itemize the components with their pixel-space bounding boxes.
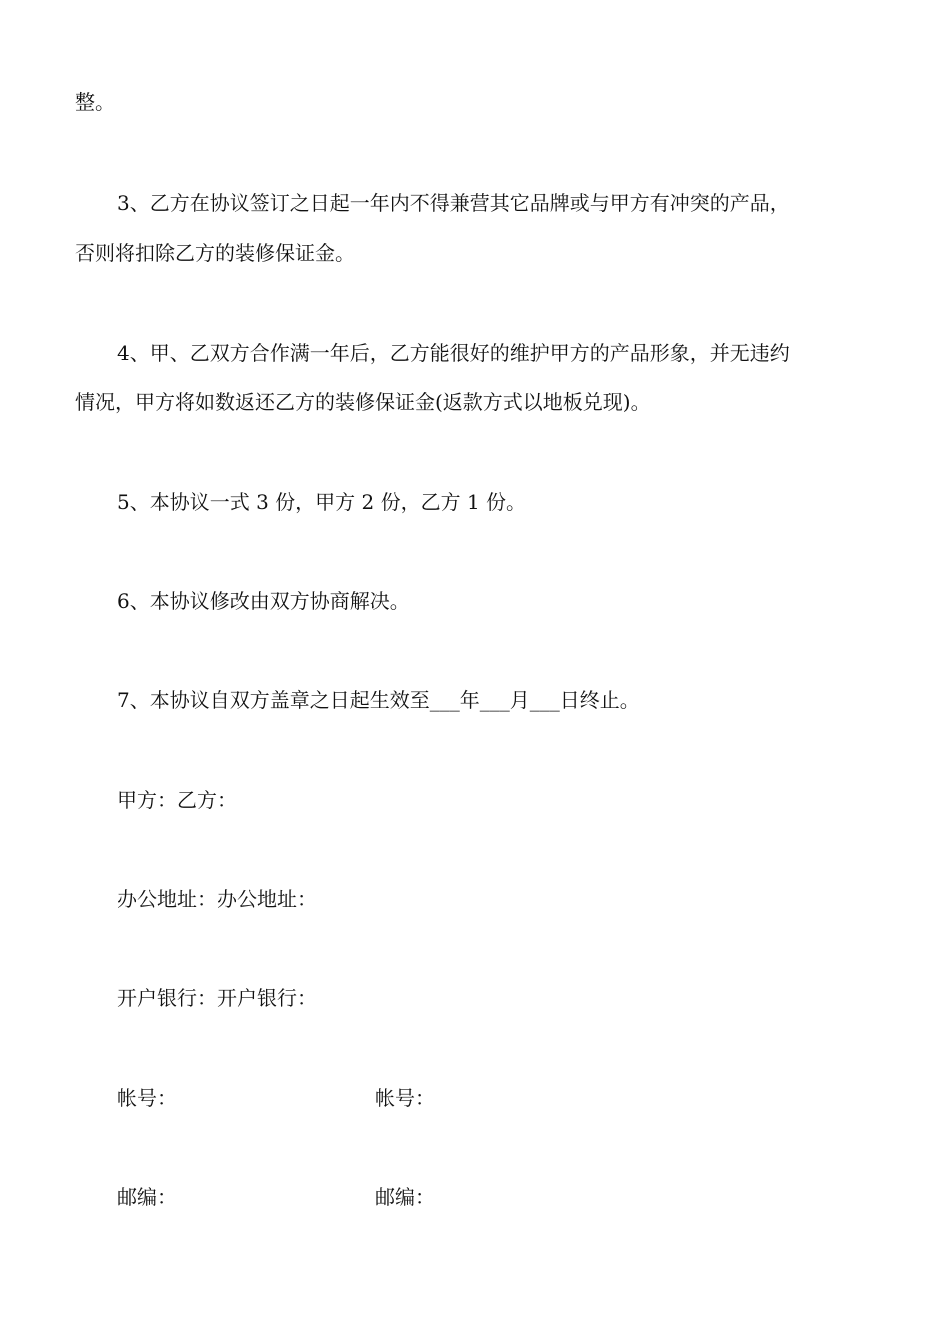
clause-3-line-1: 3、乙方在协议签订之日起一年内不得兼营其它品牌或与甲方有冲突的产品， [117, 191, 790, 215]
clause-7: 7、本协议自双方盖章之日起生效至___年___月___日终止。 [117, 688, 640, 712]
postcode-label-right: 邮编： [375, 1185, 435, 1209]
account-label-left: 帐号： [117, 1086, 177, 1110]
postcode-label-left: 邮编： [117, 1185, 177, 1209]
clause-5: 5、本协议一式 3 份，甲方 2 份，乙方 1 份。 [117, 490, 527, 514]
previous-paragraph-tail: 整。 [75, 90, 115, 114]
office-address-line: 办公地址：办公地址： [117, 887, 317, 911]
clause-4-line-1: 4、甲、乙双方合作满一年后，乙方能很好的维护甲方的产品形象，并无违约 [117, 341, 790, 365]
account-label-right: 帐号： [375, 1086, 435, 1110]
clause-4-line-2: 情况，甲方将如数返还乙方的装修保证金(返款方式以地板兑现)。 [75, 390, 651, 414]
clause-3-line-2: 否则将扣除乙方的装修保证金。 [75, 241, 355, 265]
party-signature-line: 甲方：乙方： [117, 788, 237, 812]
clause-6: 6、本协议修改由双方协商解决。 [117, 589, 410, 613]
bank-line: 开户银行：开户银行： [117, 986, 317, 1010]
